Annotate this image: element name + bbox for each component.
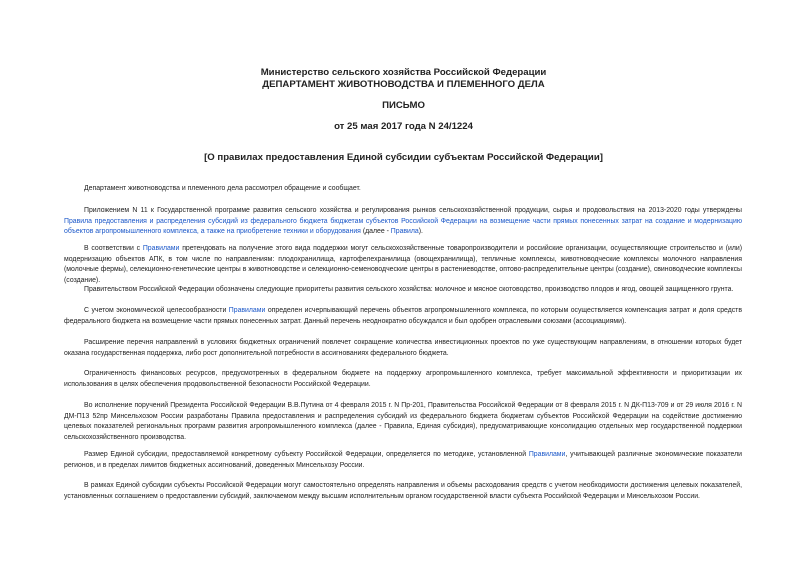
paragraph-text: Во исполнение поручений Президента Российской Федерации В.В.Путина от 4 февраля 2015 г. N Пр-201, Правительства Российской Федерации от 8 февраля 2015 г. N ДК-П13-709 и от 29 июля 2016 г. N ДМ-П13 52пр Минсельхозом России разработаны Правила предоставления и распределения субсидий из федерального бюджета бюджетам субъектов Российской Федерации на содействие достижению целевых показателей региональных программ развития агропромышленного комплекса (далее - Правила, Единая субсидия), предусматривающие консолидацию отдельных мер государственной поддержки сельскохозяйственного производства. [64, 402, 742, 441]
paragraph-3 [64, 244, 742, 286]
paragraph-text: С учетом экономической целесообразности [84, 307, 229, 314]
paragraph-text: определен исчерпывающий перечень объектов агропромышленного комплекса, по которым осуществляется компенсация затрат и доля средств федерального бюджета на возмещение части прямых понесенных затрат. Данный перечень неоднократно обсуждался и был одобрен отраслевыми союзами (ассоциациями). [64, 307, 742, 325]
paragraph-text: Приложением N 11 к Государственной программе развития сельского хозяйства и регулирования рынков сельскохозяйственной продукции, сырья и продовольствия на 2013-2020 годы утверждены [84, 207, 742, 214]
paragraph-text: Расширение перечня направлений в условиях бюджетных ограничений повлечет сокращение количества инвестиционных проектов по уже существующим направлениям, в отношении которых будет оказана государственная поддержка, либо рост дополнительной потребности в ассигнованиях федерального бюджета. [64, 339, 742, 357]
rules-link[interactable]: Правилами [528, 451, 566, 458]
rules-link[interactable]: Правила предоставления и распределения субсидий из федерального бюджета бюджетам субъектов Российской Федерации на возмещение части прямых понесенных затрат на создание и модернизацию объектов агропромышленного комплекса, а также на приобретение техники и оборудования [64, 217, 742, 236]
paragraph-10 [64, 481, 742, 502]
paragraph-text: Размер Единой субсидии, предоставляемой конкретному субъекту Российской Федерации, определяется по методике, установленной [84, 451, 529, 458]
paragraph-text: претендовать на получение этого вида поддержки могут сельскохозяйственные товаропроизводители и российские организации, осуществляющие строительство и (или) модернизацию объектов АПК, в том числе по направлениям: плодохранилища, картофелехранилища (овощехранилища), тепличные комплексы, животноводческие комплексы молочного направления (молочные фермы), селекционно-генетические центры в животноводстве и селекционно-семеноводческие центры в растениеводстве, оптово-распределительные центры (создание), свиноводческие комплексы (создание). [64, 245, 743, 284]
rules-short-link[interactable]: Правила [390, 228, 419, 236]
paragraph-text: (далее - [360, 228, 391, 236]
rules-link[interactable]: Правилами [142, 245, 180, 252]
document-date-number: от 25 мая 2017 года N 24/1224 [334, 121, 473, 132]
paragraph-7 [64, 369, 742, 390]
paragraph-5 [64, 306, 742, 327]
rules-link[interactable]: Правилами [228, 307, 266, 314]
paragraph-text: ). [418, 228, 423, 236]
paragraph-text: , учитывающей различные экономические показатели регионов, и в пределах лимитов бюджетных ассигнований, доведенных Минсельхозу России. [64, 451, 742, 469]
paragraph-text: Департамент животноводства и племенного дела рассмотрел обращение и сообщает. [84, 185, 361, 192]
paragraph-text: Ограниченность финансовых ресурсов, предусмотренных в федеральном бюджете на поддержку агропромышленного комплекса, требует максимальной эффективности и приоритизации их использования в целях обеспечения продовольственной безопасности Российской Федерации. [64, 370, 742, 388]
paragraph-4 [64, 285, 742, 296]
paragraph-1 [64, 184, 742, 195]
department-name: ДЕПАРТАМЕНТ ЖИВОТНОВОДСТВА И ПЛЕМЕННОГО ДЕЛА [262, 79, 545, 90]
paragraph-8 [64, 401, 742, 443]
paragraph-2 [64, 206, 742, 238]
paragraph-9 [64, 450, 742, 471]
paragraph-text: В соответствии с [84, 245, 143, 252]
document-subject: [О правилах предоставления Единой субсидии субъектам Российской Федерации] [204, 152, 603, 163]
paragraph-6 [64, 338, 742, 359]
ministry-name: Министерство сельского хозяйства Российской Федерации [260, 67, 547, 78]
paragraph-text: Правительством Российской Федерации обозначены следующие приоритеты развития сельского хозяйства: молочное и мясное скотоводство, производство плодов и ягод, овощей защищенного грунта. [84, 286, 734, 293]
document-type: ПИСЬМО [382, 100, 425, 111]
paragraph-text: В рамках Единой субсидии субъекты Российской Федерации могут самостоятельно определять направления и объемы расходования средств с учетом необходимости достижения целевых показателей, установленных соглашением о предоставлении субсидий, заключаемом между высшим исполнительным органом государственной власти субъекта Российской Федерации и Минсельхозом России. [64, 482, 742, 500]
